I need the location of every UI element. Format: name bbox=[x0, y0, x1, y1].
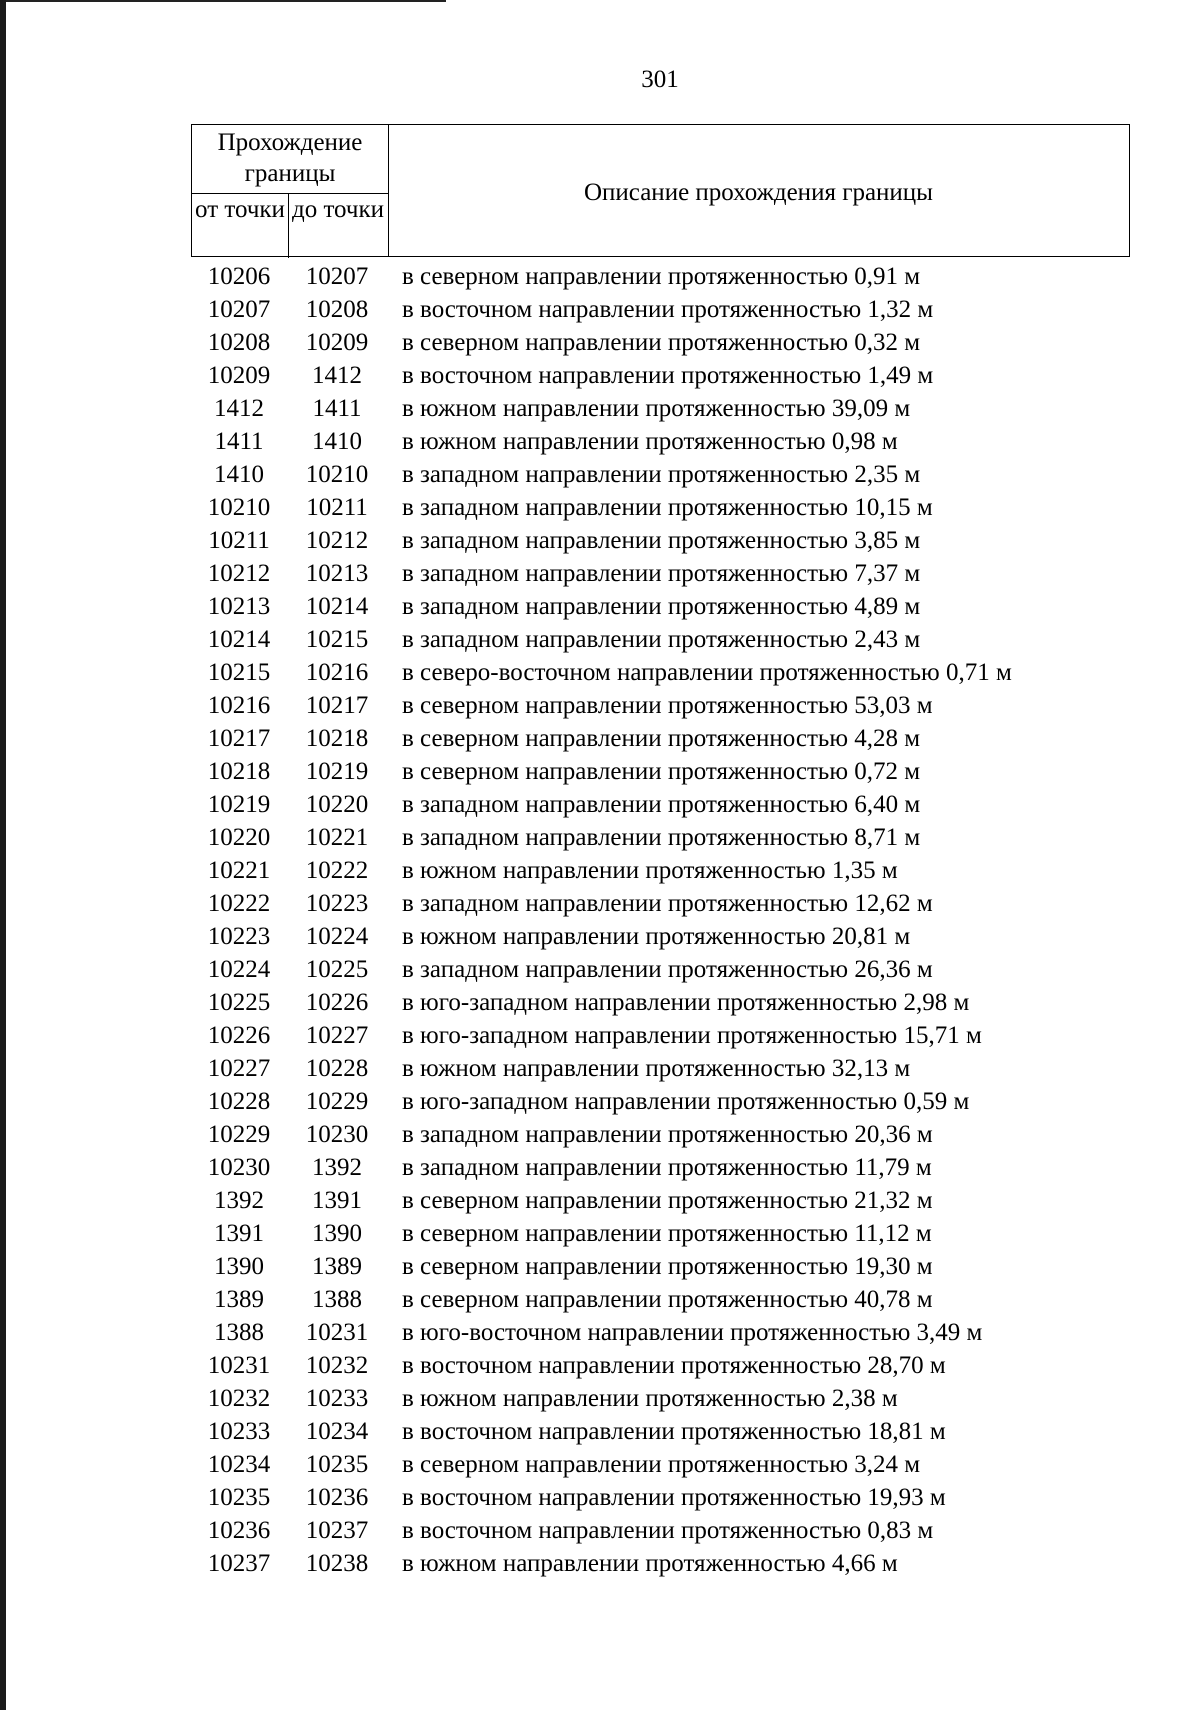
table-row bbox=[191, 755, 1191, 788]
cell-description: в южном направлении протяженностью 1,35 м bbox=[402, 857, 898, 884]
cell-to-point: 10220 bbox=[305, 791, 369, 818]
table-row bbox=[191, 689, 1191, 722]
cell-from-point: 10213 bbox=[207, 593, 271, 620]
table-row bbox=[191, 557, 1191, 590]
cell-description: в западном направлении протяженностью 6,40 м bbox=[402, 791, 921, 818]
cell-description: в северном направлении протяженностью 0,72 м bbox=[402, 758, 921, 785]
cell-to-point: 1390 bbox=[312, 1220, 362, 1247]
cell-description: в западном направлении протяженностью 11,79 м bbox=[402, 1154, 932, 1181]
table-row bbox=[191, 524, 1191, 557]
cell-to-point: 1388 bbox=[312, 1286, 362, 1313]
cell-to-point: 1392 bbox=[312, 1154, 362, 1181]
cell-from-point: 10236 bbox=[207, 1517, 271, 1544]
table-row bbox=[191, 491, 1191, 524]
cell-description: в южном направлении протяженностью 4,66 м bbox=[402, 1550, 898, 1577]
cell-to-point: 10232 bbox=[305, 1352, 369, 1379]
table-row bbox=[191, 887, 1191, 920]
cell-from-point: 1411 bbox=[214, 428, 264, 455]
page-number: 301 bbox=[641, 66, 679, 93]
cell-from-point: 10211 bbox=[208, 527, 270, 554]
table-row bbox=[191, 1052, 1191, 1085]
table-row bbox=[191, 1118, 1191, 1151]
cell-from-point: 10210 bbox=[207, 494, 271, 521]
table-row bbox=[191, 359, 1191, 392]
cell-description: в восточном направлении протяженностью 1,32 м bbox=[402, 296, 934, 323]
table-row bbox=[191, 656, 1191, 689]
cell-description: в южном направлении протяженностью 2,38 м bbox=[402, 1385, 898, 1412]
cell-to-point: 10215 bbox=[305, 626, 369, 653]
table-row bbox=[191, 1448, 1191, 1481]
cell-to-point: 10222 bbox=[305, 857, 369, 884]
cell-description: в западном направлении протяженностью 20,36 м bbox=[402, 1121, 933, 1148]
cell-from-point: 10209 bbox=[207, 362, 271, 389]
cell-description: в северном направлении протяженностью 0,32 м bbox=[402, 329, 921, 356]
cell-description: в восточном направлении протяженностью 18,81 м bbox=[402, 1418, 946, 1445]
cell-description: в западном направлении протяженностью 2,35 м bbox=[402, 461, 921, 488]
cell-to-point: 10221 bbox=[305, 824, 369, 851]
table-row bbox=[191, 326, 1191, 359]
cell-description: в северном направлении протяженностью 11,12 м bbox=[402, 1220, 932, 1247]
cell-from-point: 10233 bbox=[207, 1418, 271, 1445]
cell-description: в западном направлении протяженностью 4,89 м bbox=[402, 593, 921, 620]
table-row bbox=[191, 1283, 1191, 1316]
table-row bbox=[191, 590, 1191, 623]
table-row bbox=[191, 1184, 1191, 1217]
cell-from-point: 10207 bbox=[207, 296, 271, 323]
cell-from-point: 10216 bbox=[207, 692, 271, 719]
cell-to-point: 10209 bbox=[305, 329, 369, 356]
cell-to-point: 10224 bbox=[305, 923, 369, 950]
cell-from-point: 10225 bbox=[207, 989, 271, 1016]
cell-from-point: 1410 bbox=[214, 461, 264, 488]
cell-description: в северном направлении протяженностью 19,30 м bbox=[402, 1253, 933, 1280]
cell-description: в южном направлении протяженностью 20,81 м bbox=[402, 923, 911, 950]
cell-from-point: 1388 bbox=[214, 1319, 264, 1346]
table-row bbox=[191, 260, 1191, 293]
cell-description: в южном направлении протяженностью 0,98 м bbox=[402, 428, 898, 455]
cell-description: в южном направлении протяженностью 32,13 м bbox=[402, 1055, 911, 1082]
cell-to-point: 10229 bbox=[305, 1088, 369, 1115]
cell-to-point: 1389 bbox=[312, 1253, 362, 1280]
table-row bbox=[191, 986, 1191, 1019]
table-row bbox=[191, 1547, 1191, 1580]
cell-to-point: 10231 bbox=[305, 1319, 369, 1346]
table-row bbox=[191, 722, 1191, 755]
cell-from-point: 10221 bbox=[207, 857, 271, 884]
cell-description: в южном направлении протяженностью 39,09 м bbox=[402, 395, 911, 422]
cell-to-point: 10218 bbox=[305, 725, 369, 752]
cell-from-point: 10208 bbox=[207, 329, 271, 356]
cell-to-point: 10212 bbox=[305, 527, 369, 554]
table-row bbox=[191, 854, 1191, 887]
cell-description: в западном направлении протяженностью 8,71 м bbox=[402, 824, 921, 851]
table-row bbox=[191, 1250, 1191, 1283]
cell-description: в северном направлении протяженностью 0,91 м bbox=[402, 263, 921, 290]
cell-description: в северном направлении протяженностью 3,24 м bbox=[402, 1451, 921, 1478]
table-row bbox=[191, 920, 1191, 953]
cell-description: в западном направлении протяженностью 7,37 м bbox=[402, 560, 921, 587]
cell-to-point: 10230 bbox=[305, 1121, 369, 1148]
cell-to-point: 10214 bbox=[305, 593, 369, 620]
cell-from-point: 10229 bbox=[207, 1121, 271, 1148]
header-to-point: до точки bbox=[291, 196, 385, 223]
cell-description: в восточном направлении протяженностью 1,49 м bbox=[402, 362, 934, 389]
header-from-point: от точки bbox=[195, 196, 285, 223]
cell-to-point: 10208 bbox=[305, 296, 369, 323]
header-group-label: Прохождение границы bbox=[217, 129, 363, 187]
cell-description: в юго-западном направлении протяженностью 0,59 м bbox=[402, 1088, 970, 1115]
cell-description: в юго-западном направлении протяженностью 2,98 м bbox=[402, 989, 970, 1016]
cell-to-point: 10233 bbox=[305, 1385, 369, 1412]
cell-from-point: 10226 bbox=[207, 1022, 271, 1049]
cell-from-point: 10234 bbox=[207, 1451, 271, 1478]
cell-description: в западном направлении протяженностью 3,85 м bbox=[402, 527, 921, 554]
cell-to-point: 10226 bbox=[305, 989, 369, 1016]
scan-edge-left bbox=[0, 0, 6, 1710]
cell-from-point: 10228 bbox=[207, 1088, 271, 1115]
table-row bbox=[191, 1019, 1191, 1052]
cell-to-point: 10238 bbox=[305, 1550, 369, 1577]
table-row bbox=[191, 953, 1191, 986]
cell-to-point: 10219 bbox=[305, 758, 369, 785]
table-row bbox=[191, 1481, 1191, 1514]
cell-from-point: 1390 bbox=[214, 1253, 264, 1280]
cell-to-point: 10216 bbox=[305, 659, 369, 686]
scan-line-top bbox=[6, 0, 446, 2]
cell-description: в юго-западном направлении протяженностью 15,71 м bbox=[402, 1022, 982, 1049]
cell-from-point: 1392 bbox=[214, 1187, 264, 1214]
cell-to-point: 10228 bbox=[305, 1055, 369, 1082]
cell-to-point: 10225 bbox=[305, 956, 369, 983]
cell-from-point: 10235 bbox=[207, 1484, 271, 1511]
cell-from-point: 10232 bbox=[207, 1385, 271, 1412]
cell-to-point: 10211 bbox=[306, 494, 368, 521]
cell-to-point: 10223 bbox=[305, 890, 369, 917]
table-row bbox=[191, 1151, 1191, 1184]
cell-description: в северном направлении протяженностью 21,32 м bbox=[402, 1187, 933, 1214]
table-row bbox=[191, 1085, 1191, 1118]
cell-description: в северном направлении протяженностью 4,28 м bbox=[402, 725, 921, 752]
cell-to-point: 1410 bbox=[312, 428, 362, 455]
table-row bbox=[191, 821, 1191, 854]
table-row bbox=[191, 1349, 1191, 1382]
table-row bbox=[191, 425, 1191, 458]
cell-from-point: 10231 bbox=[207, 1352, 271, 1379]
table-body bbox=[191, 260, 1191, 1580]
cell-from-point: 10223 bbox=[207, 923, 271, 950]
table-row bbox=[191, 1514, 1191, 1547]
cell-description: в северном направлении протяженностью 53,03 м bbox=[402, 692, 933, 719]
cell-description: в северо-восточном направлении протяженностью 0,71 м bbox=[402, 659, 1012, 686]
cell-description: в восточном направлении протяженностью 28,70 м bbox=[402, 1352, 946, 1379]
cell-to-point: 10235 bbox=[305, 1451, 369, 1478]
cell-from-point: 1389 bbox=[214, 1286, 264, 1313]
table-row bbox=[191, 458, 1191, 491]
cell-to-point: 1412 bbox=[312, 362, 362, 389]
cell-from-point: 10217 bbox=[207, 725, 271, 752]
cell-description: в восточном направлении протяженностью 0,83 м bbox=[402, 1517, 934, 1544]
cell-to-point: 10234 bbox=[305, 1418, 369, 1445]
cell-description: в западном направлении протяженностью 12,62 м bbox=[402, 890, 933, 917]
cell-from-point: 10220 bbox=[207, 824, 271, 851]
cell-from-point: 1412 bbox=[214, 395, 264, 422]
cell-description: в западном направлении протяженностью 10,15 м bbox=[402, 494, 933, 521]
cell-to-point: 10217 bbox=[305, 692, 369, 719]
cell-description: в западном направлении протяженностью 2,43 м bbox=[402, 626, 921, 653]
cell-from-point: 10237 bbox=[207, 1550, 271, 1577]
cell-from-point: 10219 bbox=[207, 791, 271, 818]
cell-from-point: 10218 bbox=[207, 758, 271, 785]
cell-to-point: 1391 bbox=[312, 1187, 362, 1214]
cell-to-point: 10227 bbox=[305, 1022, 369, 1049]
cell-from-point: 10214 bbox=[207, 626, 271, 653]
cell-to-point: 10213 bbox=[305, 560, 369, 587]
table-row bbox=[191, 788, 1191, 821]
cell-description: в юго-восточном направлении протяженностью 3,49 м bbox=[402, 1319, 983, 1346]
cell-to-point: 10236 bbox=[305, 1484, 369, 1511]
table-header bbox=[191, 124, 1130, 257]
table-row bbox=[191, 1217, 1191, 1250]
table-row bbox=[191, 623, 1191, 656]
table-row bbox=[191, 392, 1191, 425]
cell-to-point: 1411 bbox=[312, 395, 362, 422]
cell-from-point: 1391 bbox=[214, 1220, 264, 1247]
header-description: Описание прохождения границы bbox=[584, 179, 933, 206]
cell-from-point: 10215 bbox=[207, 659, 271, 686]
cell-to-point: 10210 bbox=[305, 461, 369, 488]
cell-from-point: 10222 bbox=[207, 890, 271, 917]
cell-to-point: 10237 bbox=[305, 1517, 369, 1544]
table-row bbox=[191, 1316, 1191, 1349]
cell-from-point: 10230 bbox=[207, 1154, 271, 1181]
table-row bbox=[191, 293, 1191, 326]
cell-from-point: 10224 bbox=[207, 956, 271, 983]
cell-description: в восточном направлении протяженностью 19,93 м bbox=[402, 1484, 946, 1511]
cell-from-point: 10212 bbox=[207, 560, 271, 587]
cell-description: в северном направлении протяженностью 40,78 м bbox=[402, 1286, 933, 1313]
table-row bbox=[191, 1415, 1191, 1448]
cell-description: в западном направлении протяженностью 26,36 м bbox=[402, 956, 933, 983]
cell-to-point: 10207 bbox=[305, 263, 369, 290]
cell-from-point: 10206 bbox=[207, 263, 271, 290]
cell-from-point: 10227 bbox=[207, 1055, 271, 1082]
table-row bbox=[191, 1382, 1191, 1415]
